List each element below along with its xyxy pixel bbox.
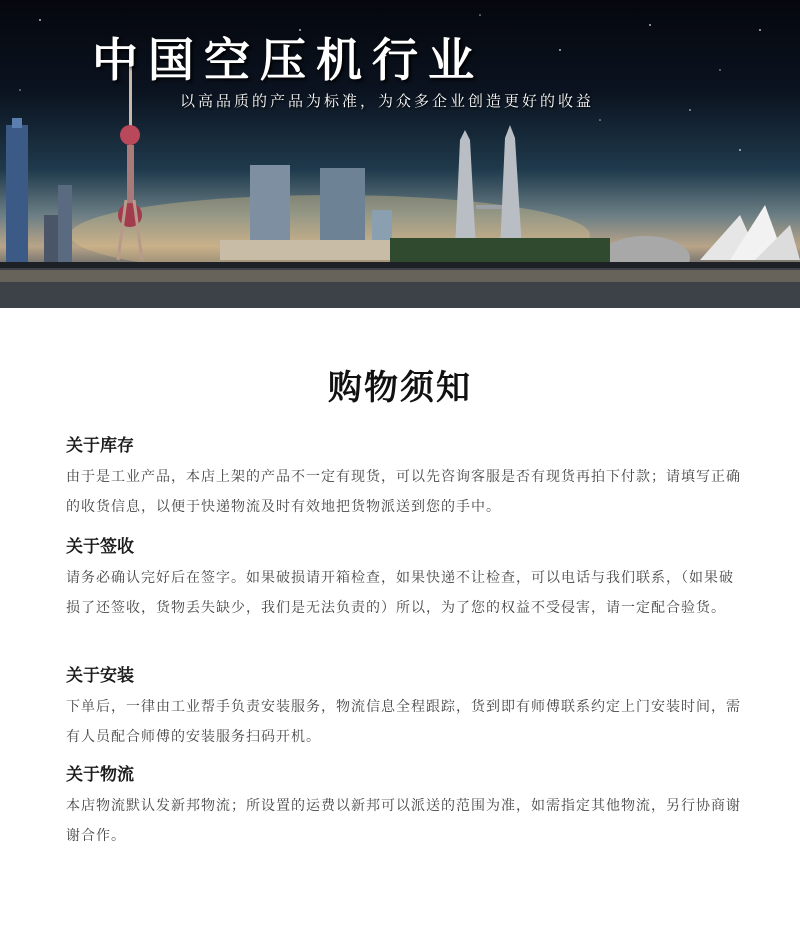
section-heading: 关于物流 [66,765,134,785]
section-text: 请务必确认完好后在签字。如果破损请开箱检查，如果快递不让检查，可以电话与我们联系，（如果破损了还签收，货物丢失缺少，我们是无法负责的）所以，为了您的权益不受侵害，请一定配合验货。 [66,570,734,616]
section-installation [66,664,746,752]
banner-subtitle: 以高品质的产品为标准，为众多企业创造更好的收益 [180,92,595,110]
notice-title: 购物须知 [328,368,472,408]
section-text: 下单后，一律由工业帮手负责安装服务，物流信息全程跟踪，货到即有师傅联系约定上门安装时间，需有人员配合师傅的安装服务扫码开机。 [66,699,741,745]
banner [0,0,800,308]
section-logistics [66,763,746,851]
section-inventory [66,434,746,522]
section-text: 本店物流默认发新邦物流；所设置的运费以新邦可以派送的范围为准，如需指定其他物流，另行协商谢谢合作。 [66,798,741,844]
banner-title: 中国空压机行业 [92,33,484,87]
section-signing [66,535,746,623]
section-heading: 关于签收 [66,537,134,557]
section-heading: 关于库存 [66,436,134,456]
section-text: 由于是工业产品，本店上架的产品不一定有现货，可以先咨询客服是否有现货再拍下付款；请填写正确的收货信息，以便于快递物流及时有效地把货物派送到您的手中。 [66,469,741,515]
section-heading: 关于安装 [66,666,134,686]
